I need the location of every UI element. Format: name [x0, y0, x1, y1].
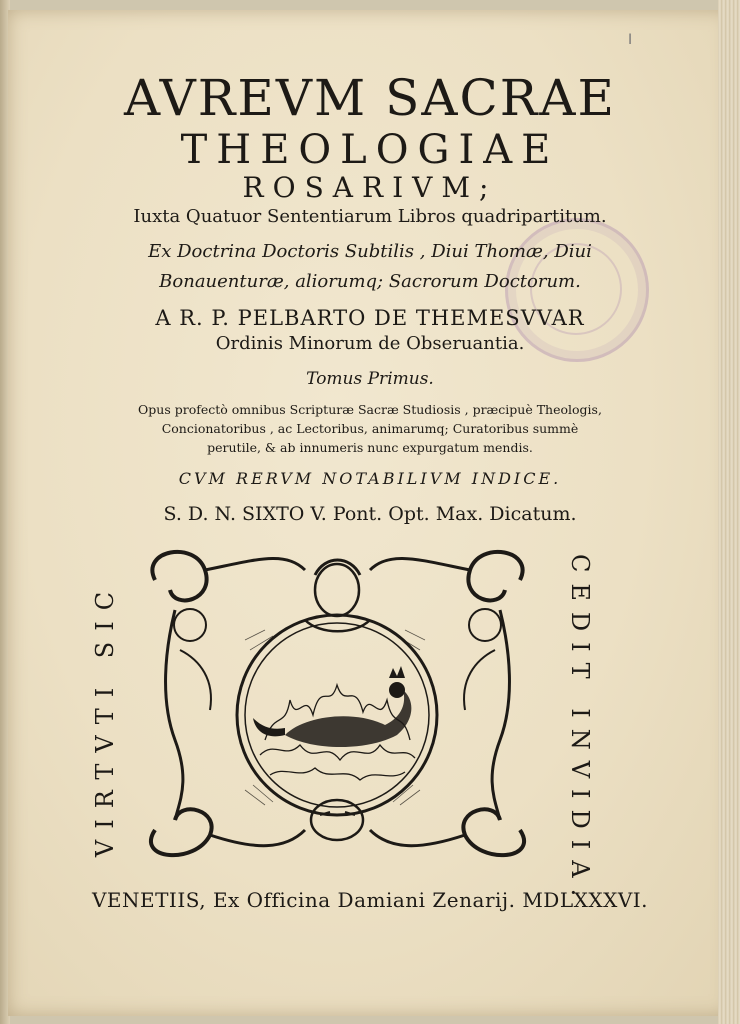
author-name: A R. P. PELBARTO DE THEMESVVAR	[155, 306, 585, 330]
index-note: CVM RERVM NOTABILIVM INDICE.	[178, 469, 562, 488]
motto-right: CEDIT INVIDIA.	[566, 554, 594, 908]
imprint: VENETIIS, Ex Officina Damiani Zenarij. MDLXXXVI.	[91, 888, 649, 912]
description-line-2: Concionatoribus , ac Lectoribus, animarumq; Curatoribus summè	[161, 421, 579, 436]
title-line-1: AVREVM SACRAE	[124, 69, 616, 127]
motto-left: VIRTVTI SIC	[91, 580, 119, 858]
volume-label: Tomus Primus.	[306, 369, 434, 389]
subtitle-line-2: Ex Doctrina Doctoris Subtilis , Diui Thomæ, Diui	[148, 241, 592, 262]
description-line-1: Opus profectò omnibus Scripturæ Sacræ Studiosis , præcipuè Theologis,	[138, 402, 602, 417]
description-block	[0, 400, 740, 457]
subtitle-line-1: Iuxta Quatuor Sententiarum Libros quadripartitum.	[133, 206, 607, 227]
dedication: S. D. N. SIXTO V. Pont. Opt. Max. Dicatum.	[163, 503, 577, 525]
author-order: Ordinis Minorum de Obseruantia.	[215, 333, 525, 354]
description-line-3: perutile, & ab innumeris nunc expurgatum mendis.	[207, 440, 533, 455]
title-line-2: THEOLOGIAE	[180, 127, 560, 173]
title-line-3: ROSARIVM;	[242, 171, 498, 204]
salamander-woodcut-icon	[135, 540, 540, 865]
folio-mark: I	[628, 32, 633, 48]
subtitle-line-3: Bonauenturæ, aliorumq; Sacrorum Doctorum.	[159, 271, 581, 292]
